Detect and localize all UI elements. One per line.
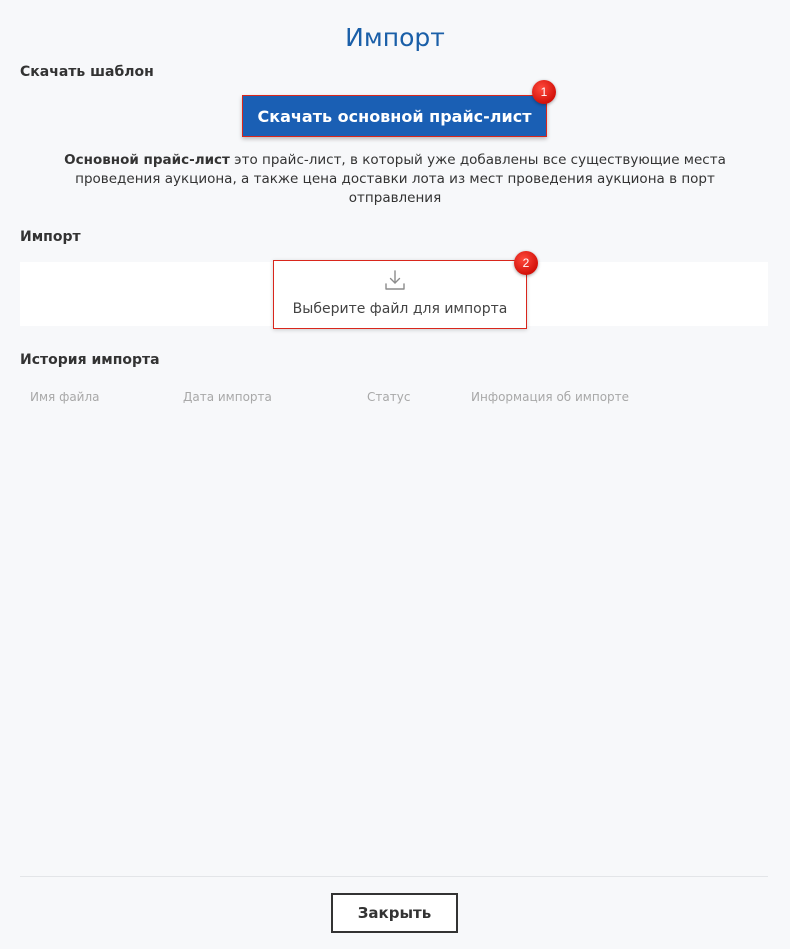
description-text: это прайс-лист, в который уже добавлены все существующие места проведения аукциона, а также цена доставки лота из мест проведения аукциона в порт отправления [75, 152, 726, 206]
close-button-label: Закрыть [357, 904, 432, 922]
footer-divider [20, 876, 768, 877]
file-import-label: Выберите файл для импорта [292, 301, 508, 317]
price-list-description [60, 151, 730, 208]
step-badge-2: 2 [514, 251, 538, 275]
description-bold-term: Основной прайс-лист [64, 152, 230, 168]
template-section-heading: Скачать шаблон [20, 64, 154, 80]
column-header-file-name[interactable]: Имя файла [30, 390, 100, 404]
column-header-import-date[interactable]: Дата импорта [183, 390, 272, 404]
history-section-heading: История импорта [20, 352, 160, 368]
step-badge-1: 1 [532, 80, 556, 104]
download-price-list-button-label: Скачать основной прайс-лист [257, 106, 532, 126]
download-price-list-button[interactable] [242, 95, 547, 137]
page-title: Импорт [345, 23, 445, 52]
import-section-heading: Импорт [20, 229, 81, 245]
close-button[interactable] [331, 893, 458, 933]
column-header-import-info[interactable]: Информация об импорте [471, 390, 630, 404]
history-table-header [0, 390, 790, 406]
file-import-dropzone[interactable] [273, 260, 527, 329]
download-icon [384, 269, 406, 291]
column-header-status[interactable]: Статус [367, 390, 411, 404]
